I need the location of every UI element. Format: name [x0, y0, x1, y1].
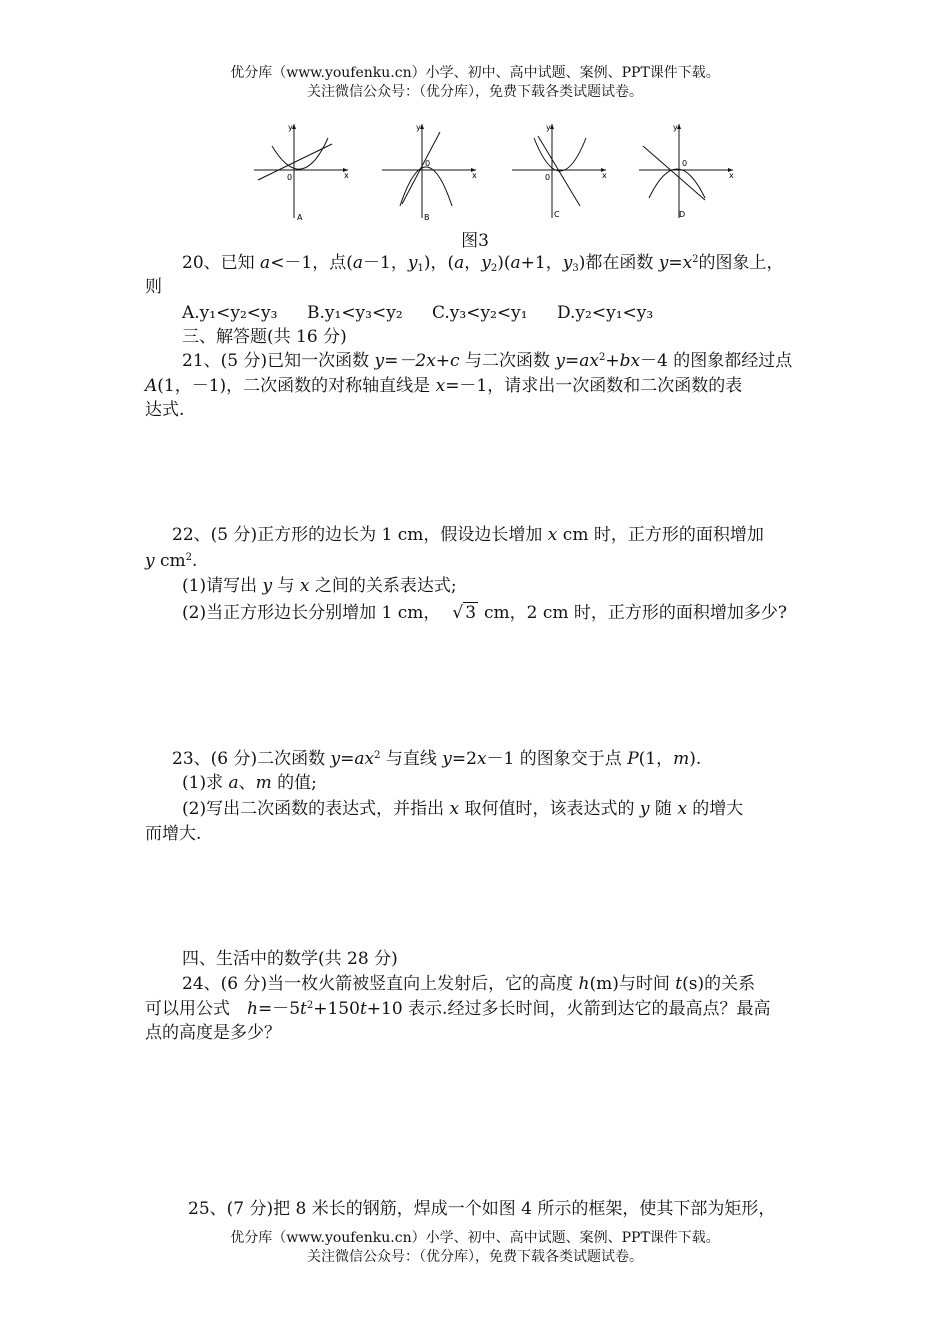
figure-caption: 图3 — [461, 231, 489, 251]
graph-a-label: A — [297, 213, 303, 222]
q23-line-2: (1)求 a、m 的值; — [182, 773, 317, 793]
graph-c-axis-x: x — [602, 171, 607, 180]
graph-c-axis-y: y — [546, 123, 551, 132]
graph-d-axis-x: x — [729, 171, 734, 180]
q20-option-a: A.y₁<y₂<y₃ — [182, 303, 278, 323]
graph-b-axis-y: y — [416, 123, 421, 132]
footer-line-1: 优分库（www.youfenku.cn）小学、初中、高中试题、案例、PPT课件下载。 — [230, 1230, 720, 1246]
q21-line-2: A(1，－1)，二次函数的对称轴直线是 x=－1，请求出一次函数和二次函数的表 — [145, 376, 743, 396]
graph-c-origin: 0 — [545, 173, 551, 182]
q25-line-1: 25、(7 分)把 8 米长的钢筋，焊成一个如图 4 所示的框架，使其下部为矩形， — [188, 1199, 776, 1219]
q24-line-3: 点的高度是多少？ — [145, 1023, 281, 1043]
q22-line-4: (2)当正方形边长分别增加 1 cm， √ 3 cm，2 cm 时，正方形的面积增加多少? — [182, 603, 788, 623]
q22-line-1: 22、(5 分)正方形的边长为 1 cm，假设边长增加 x cm 时，正方形的面积增加 — [172, 525, 764, 545]
graph-b-axis-x: x — [472, 171, 477, 180]
graph-d-label: D — [679, 210, 686, 219]
figure-3-graphs — [250, 118, 740, 228]
graph-a-origin: 0 — [287, 173, 293, 182]
graph-c — [508, 118, 618, 228]
q20-line-2: 则 — [145, 277, 162, 297]
graph-d — [635, 118, 745, 228]
q20-option-c: C.y₃<y₂<y₁ — [432, 303, 528, 323]
q20-options — [182, 302, 852, 324]
header-line-2: 关注微信公众号：（优分库），免费下载各类试题试卷。 — [307, 84, 643, 100]
q20-option-d: D.y₂<y₁<y₃ — [557, 303, 654, 323]
graph-b — [378, 118, 488, 228]
q22-line-2: y $cm^2$. — [145, 551, 198, 571]
q20-option-b: B.y₁<y₃<y₂ — [307, 303, 403, 323]
graph-d-axis-y: y — [673, 123, 678, 132]
graph-d-origin: 0 — [682, 159, 688, 168]
q22-line-3: (1)请写出 y 与 x 之间的关系表达式; — [182, 576, 457, 596]
header-line-1: 优分库（www.youfenku.cn）小学、初中、高中试题、案例、PPT课件下载。 — [230, 65, 720, 81]
sqrt-3: √ 3 — [452, 603, 477, 623]
q23-line-1: 23、(6 分)二次函数 $y=ax^2$ 与直线 y=2x－1 的图象交于点 P(1，m). — [172, 749, 702, 769]
q20-line-1: 20、已知 a<－1，点(a－1，$y_1$)，(a，$y_2)(a+1$，$y_3$)都在函数 $y=x^2$的图象上， — [182, 253, 784, 274]
graph-b-origin: 0 — [425, 159, 431, 168]
graph-b-label: B — [424, 213, 430, 222]
graph-a-axis-x: x — [344, 171, 349, 180]
section-3-heading: 三、解答题(共 16 分) — [182, 327, 347, 347]
graph-a — [250, 118, 360, 228]
graph-a-axis-y: y — [288, 123, 293, 132]
q21-line-1: 21、(5 分)已知一次函数 y=－2x+c 与二次函数 $y=ax^2+bx-4$ 的图象都经过点 — [182, 351, 793, 371]
q24-line-2: 可以用公式 $h=-5t^2+150t+10$ 表示.经过多长时间，火箭到达它的最高点？最高 — [145, 999, 771, 1019]
q23-line-4: 而增大. — [145, 824, 202, 844]
q24-line-1: 24、(6 分)当一枚火箭被竖直向上发射后，它的高度 h(m)与时间 t(s)的关系 — [182, 974, 756, 994]
q21-line-3: 达式. — [145, 400, 185, 420]
footer-line-2: 关注微信公众号：（优分库），免费下载各类试题试卷。 — [307, 1249, 643, 1265]
graph-c-label: C — [554, 210, 560, 219]
q23-line-3: (2)写出二次函数的表达式，并指出 x 取何值时，该表达式的 y 随 x 的增大 — [182, 799, 744, 819]
section-4-heading: 四、生活中的数学(共 28 分) — [182, 949, 398, 969]
